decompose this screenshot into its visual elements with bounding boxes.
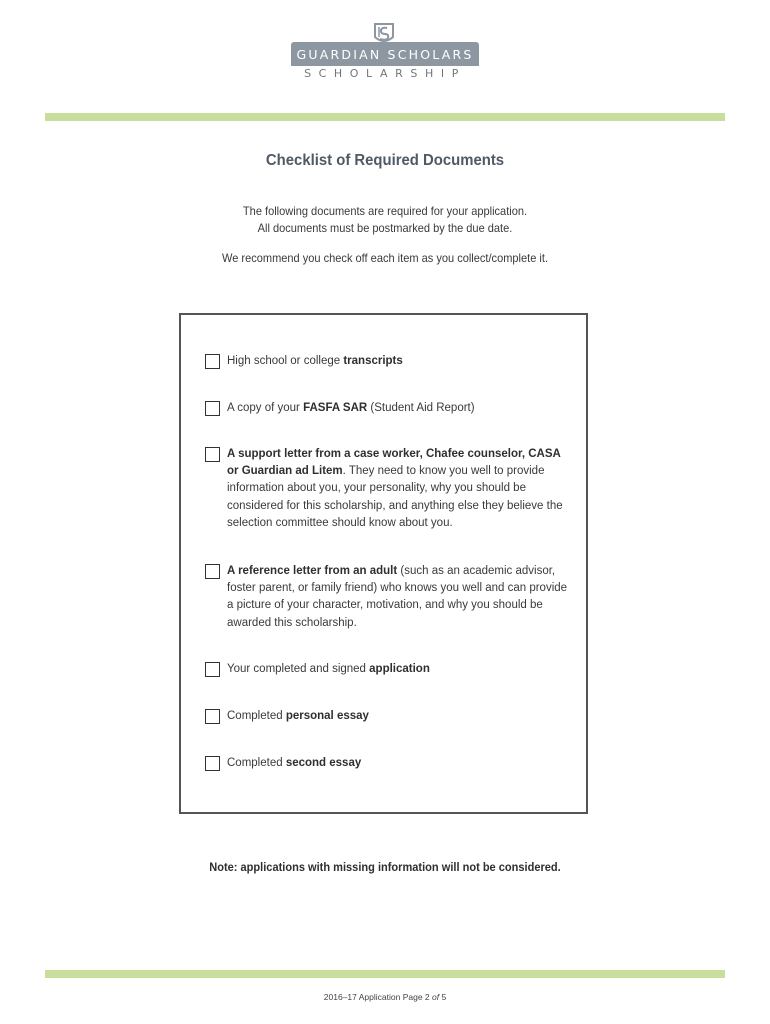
bottom-divider	[45, 970, 725, 978]
logo-subtitle: SCHOLARSHIP	[304, 67, 466, 80]
application-checkbox[interactable]	[205, 662, 220, 677]
item-text-plain: A copy of your	[227, 402, 304, 414]
intro-paragraph	[31, 203, 739, 237]
reference-letter-checkbox[interactable]	[205, 564, 220, 579]
intro-line-2: All documents must be postmarked by the due date.	[257, 221, 513, 235]
checklist-item-text	[227, 708, 572, 725]
item-text-plain: High school or college	[227, 355, 344, 367]
second-essay-checkbox[interactable]	[205, 756, 220, 771]
checklist-item-text	[227, 661, 572, 678]
footer-of: of	[432, 992, 440, 1002]
footer-suffix: 5	[439, 992, 447, 1002]
item-text-plain: Completed	[227, 710, 286, 722]
support-letter-checkbox[interactable]	[205, 447, 220, 462]
item-text-plain: Your completed and signed	[227, 663, 370, 675]
checklist-item-text	[227, 563, 572, 632]
item-text-bold: personal essay	[285, 710, 369, 722]
checklist-item-text	[227, 353, 572, 370]
checklist-item-text	[227, 446, 572, 532]
guardian-scholars-logo	[291, 22, 479, 84]
item-text-plain: (such as an academic advisor, foster parent, or family friend) who knows you well and can provide a picture of your character, motivation, and why you should be awarded this scholarship.	[227, 565, 568, 629]
page-title: Checklist of Required Documents	[265, 152, 505, 169]
item-text-bold: application	[369, 663, 430, 675]
intro-recommendation: We recommend you check off each item as you collect/complete it.	[221, 251, 549, 265]
item-text-bold: A reference letter from an adult	[227, 565, 398, 577]
item-text-plain: Completed	[227, 757, 286, 769]
item-text-bold: FASFA SAR	[303, 402, 368, 414]
item-text-plain: . They need to know you well to provide information about you, your personality, why you should be considered for this scholarship, and anything else they believe the selection committee should know about you.	[227, 465, 563, 529]
top-divider	[45, 113, 725, 121]
item-text-bold: A support letter from a case worker, Chafee counselor, CASA or Guardian ad Litem	[227, 448, 561, 478]
checklist-item-text	[227, 755, 572, 772]
item-text-bold: second essay	[285, 757, 362, 769]
checklist-box	[179, 313, 588, 814]
transcripts-checkbox[interactable]	[205, 354, 220, 369]
missing-info-note: Note: applications with missing information will not be considered.	[209, 860, 561, 874]
item-text-bold: transcripts	[343, 355, 403, 367]
intro-line-1: The following documents are required for your application.	[242, 204, 528, 218]
logo-banner-text: GUARDIAN SCHOLARS	[296, 46, 474, 62]
item-text-plain: (Student Aid Report)	[367, 402, 475, 414]
page-footer	[0, 992, 770, 1002]
footer-prefix: 2016–17 Application Page 2	[323, 992, 433, 1002]
checklist-item-text	[227, 400, 572, 417]
logo-banner	[291, 42, 479, 66]
fasfa-sar-checkbox[interactable]	[205, 401, 220, 416]
personal-essay-checkbox[interactable]	[205, 709, 220, 724]
